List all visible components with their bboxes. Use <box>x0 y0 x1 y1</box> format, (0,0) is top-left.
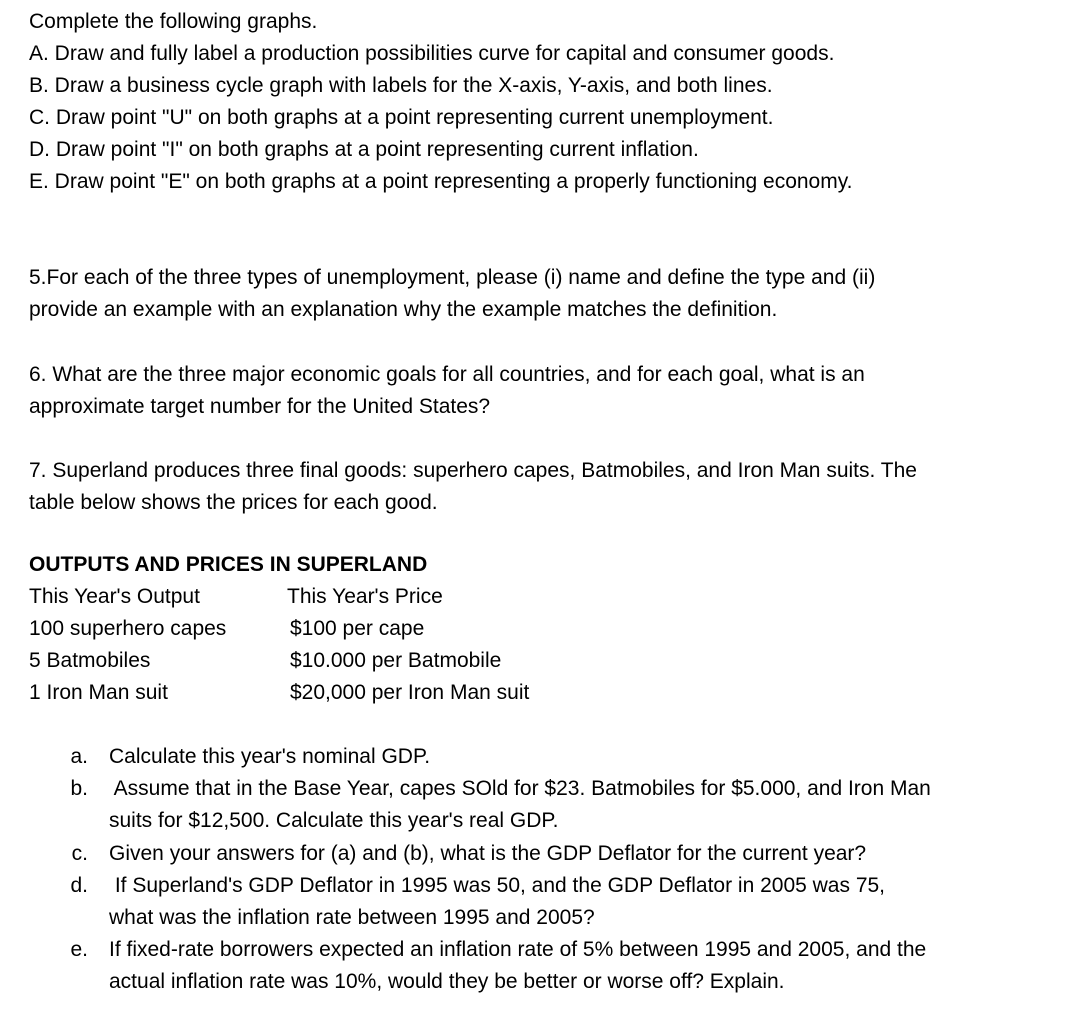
list-item-text: If fixed-rate borrowers expected an inflation rate of 5% between 1995 and 2005, and the <box>109 938 927 961</box>
list-marker: a. <box>70 745 88 768</box>
intro-item-c: C. Draw point "U" on both graphs at a point representing current unemployment. <box>29 106 774 129</box>
table-cell-price: $20,000 per Iron Man suit <box>290 681 530 704</box>
list-item-text: Assume that in the Base Year, capes SOld for $23. Batmobiles for $5.000, and Iron Man <box>109 777 931 800</box>
list-marker: e. <box>70 938 88 961</box>
intro-title: Complete the following graphs. <box>29 10 318 33</box>
q7-line-2: table below shows the prices for each good. <box>29 491 438 514</box>
intro-item-e: E. Draw point "E" on both graphs at a point representing a properly functioning economy. <box>29 170 853 193</box>
list-item-text: Calculate this year's nominal GDP. <box>109 745 431 768</box>
list-marker: d. <box>70 874 88 897</box>
table-header-output: This Year's Output <box>29 585 200 608</box>
table-cell-price: $100 per cape <box>290 617 425 640</box>
q7-line-1: 7. Superland produces three final goods: superhero capes, Batmobiles, and Iron Man suits. The <box>29 459 917 482</box>
intro-item-d: D. Draw point "I" on both graphs at a point representing current inflation. <box>29 138 699 161</box>
list-item-text: what was the inflation rate between 1995 and 2005? <box>109 906 595 929</box>
table-cell-output: 5 Batmobiles <box>29 649 151 672</box>
list-item-text: Given your answers for (a) and (b), what is the GDP Deflator for the current year? <box>109 842 867 865</box>
q6-line-1: 6. What are the three major economic goals for all countries, and for each goal, what is an <box>29 363 865 386</box>
table-cell-price: $10.000 per Batmobile <box>290 649 502 672</box>
list-item-text: suits for $12,500. Calculate this year's real GDP. <box>109 809 559 832</box>
q5-line-1: 5.For each of the three types of unemployment, please (i) name and define the type and (ii) <box>29 266 876 289</box>
list-marker: b. <box>70 777 88 800</box>
list-item-text: If Superland's GDP Deflator in 1995 was 50, and the GDP Deflator in 2005 was 75, <box>109 874 886 897</box>
table-cell-output: 100 superhero capes <box>29 617 227 640</box>
table-header-price: This Year's Price <box>287 585 443 608</box>
intro-item-a: A. Draw and fully label a production possibilities curve for capital and consumer goods. <box>29 42 835 65</box>
q5-line-2: provide an example with an explanation why the example matches the definition. <box>29 298 778 321</box>
table-title: OUTPUTS AND PRICES IN SUPERLAND <box>29 553 428 576</box>
q6-line-2: approximate target number for the United States? <box>29 395 491 418</box>
list-item-text: actual inflation rate was 10%, would they be better or worse off? Explain. <box>109 970 785 993</box>
list-marker: c. <box>71 842 88 865</box>
table-cell-output: 1 Iron Man suit <box>29 681 168 704</box>
intro-item-b: B. Draw a business cycle graph with labels for the X-axis, Y-axis, and both lines. <box>29 74 773 97</box>
